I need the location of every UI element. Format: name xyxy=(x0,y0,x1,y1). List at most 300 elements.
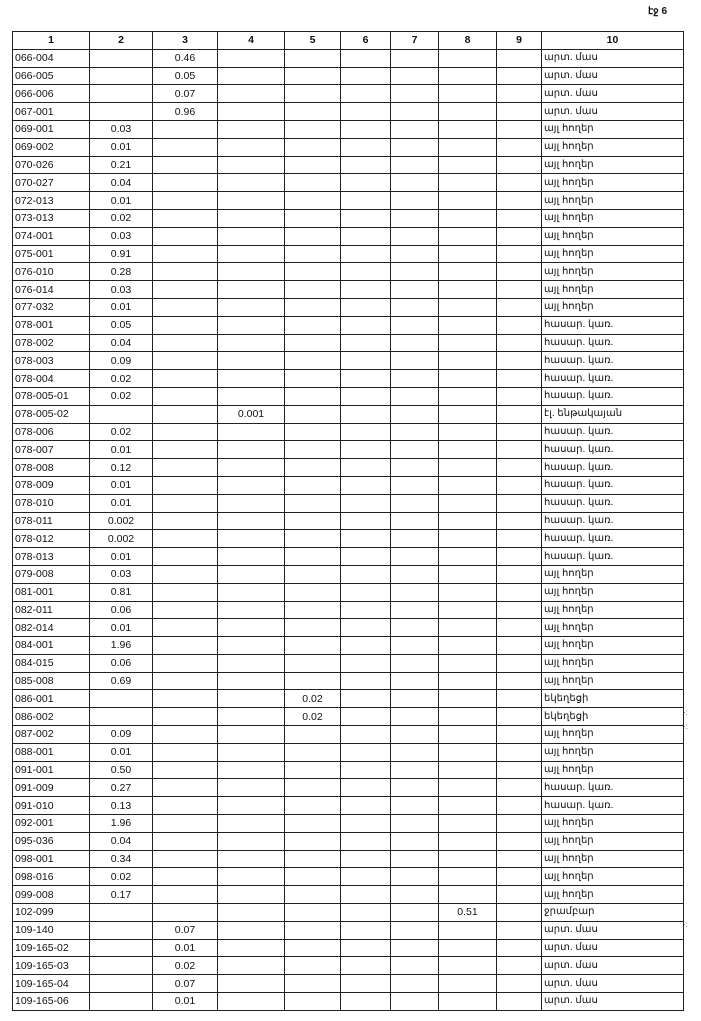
area-cell-col-3 xyxy=(153,815,218,833)
header-col-8: 8 xyxy=(439,32,497,50)
parcel-code-cell: 078-008 xyxy=(13,459,90,477)
area-cell-col-5: 0.02 xyxy=(285,690,341,708)
area-cell-col-2: 0.81 xyxy=(90,583,153,601)
area-cell-col-2: 0.02 xyxy=(90,423,153,441)
land-use-cell: այլ հողեր xyxy=(542,120,684,138)
area-cell-col-9 xyxy=(497,174,542,192)
land-use-cell: հասար. կառ. xyxy=(542,387,684,405)
area-cell-col-7 xyxy=(391,316,439,334)
area-cell-col-9 xyxy=(497,352,542,370)
area-cell-col-7 xyxy=(391,209,439,227)
land-use-cell: հասար. կառ. xyxy=(542,352,684,370)
area-cell-col-7 xyxy=(391,815,439,833)
area-cell-col-6 xyxy=(341,726,391,744)
area-cell-col-7 xyxy=(391,120,439,138)
area-cell-col-8 xyxy=(439,797,497,815)
area-cell-col-4 xyxy=(218,85,285,103)
area-cell-col-7 xyxy=(391,654,439,672)
area-cell-col-8 xyxy=(439,761,497,779)
area-cell-col-3: 0.05 xyxy=(153,67,218,85)
area-cell-col-5 xyxy=(285,530,341,548)
area-cell-col-3 xyxy=(153,850,218,868)
area-cell-col-4 xyxy=(218,850,285,868)
area-cell-col-2: 0.04 xyxy=(90,832,153,850)
area-cell-col-9 xyxy=(497,530,542,548)
parcel-code-cell: 109-165-06 xyxy=(13,993,90,1011)
area-cell-col-2 xyxy=(90,957,153,975)
area-cell-col-4 xyxy=(218,156,285,174)
area-cell-col-7 xyxy=(391,423,439,441)
land-use-cell: արտ. մաս xyxy=(542,993,684,1011)
parcel-code-cell: 085-008 xyxy=(13,672,90,690)
parcel-code-cell: 086-001 xyxy=(13,690,90,708)
parcel-code-cell: 109-140 xyxy=(13,921,90,939)
area-cell-col-9 xyxy=(497,476,542,494)
land-use-cell: հասար. կառ. xyxy=(542,459,684,477)
area-cell-col-4 xyxy=(218,441,285,459)
area-cell-col-2: 0.01 xyxy=(90,138,153,156)
header-col-5: 5 xyxy=(285,32,341,50)
table-row xyxy=(13,619,684,637)
area-cell-col-2 xyxy=(90,939,153,957)
area-cell-col-8 xyxy=(439,975,497,993)
area-cell-col-7 xyxy=(391,975,439,993)
area-cell-col-3 xyxy=(153,743,218,761)
area-cell-col-3 xyxy=(153,209,218,227)
area-cell-col-7 xyxy=(391,138,439,156)
area-cell-col-6 xyxy=(341,227,391,245)
area-cell-col-8 xyxy=(439,192,497,210)
area-cell-col-9 xyxy=(497,797,542,815)
area-cell-col-4 xyxy=(218,334,285,352)
parcel-code-cell: 078-009 xyxy=(13,476,90,494)
parcel-code-cell: 081-001 xyxy=(13,583,90,601)
area-cell-col-7 xyxy=(391,103,439,121)
area-cell-col-9 xyxy=(497,708,542,726)
land-use-cell: հասար. կառ. xyxy=(542,476,684,494)
land-use-cell: հասար. կառ. xyxy=(542,370,684,388)
area-cell-col-6 xyxy=(341,779,391,797)
table-row xyxy=(13,939,684,957)
area-cell-col-4 xyxy=(218,601,285,619)
area-cell-col-5 xyxy=(285,957,341,975)
area-cell-col-2: 0.01 xyxy=(90,441,153,459)
header-col-9: 9 xyxy=(497,32,542,50)
area-cell-col-8 xyxy=(439,583,497,601)
area-cell-col-4 xyxy=(218,476,285,494)
area-cell-col-3: 0.96 xyxy=(153,103,218,121)
table-row xyxy=(13,459,684,477)
area-cell-col-5 xyxy=(285,441,341,459)
table-row xyxy=(13,476,684,494)
area-cell-col-5 xyxy=(285,476,341,494)
area-cell-col-7 xyxy=(391,494,439,512)
area-cell-col-5 xyxy=(285,120,341,138)
area-cell-col-5 xyxy=(285,601,341,619)
table-row xyxy=(13,103,684,121)
area-cell-col-5 xyxy=(285,316,341,334)
area-cell-col-7 xyxy=(391,49,439,67)
area-cell-col-8 xyxy=(439,459,497,477)
header-col-2: 2 xyxy=(90,32,153,50)
area-cell-col-9 xyxy=(497,583,542,601)
area-cell-col-7 xyxy=(391,921,439,939)
parcel-code-cell: 077-032 xyxy=(13,298,90,316)
area-cell-col-6 xyxy=(341,281,391,299)
area-cell-col-3 xyxy=(153,548,218,566)
area-cell-col-8 xyxy=(439,370,497,388)
area-cell-col-8 xyxy=(439,868,497,886)
area-cell-col-9 xyxy=(497,387,542,405)
area-cell-col-7 xyxy=(391,957,439,975)
parcel-code-cell: 070-027 xyxy=(13,174,90,192)
area-cell-col-8 xyxy=(439,476,497,494)
land-use-cell: այլ հողեր xyxy=(542,227,684,245)
table-row xyxy=(13,245,684,263)
area-cell-col-2 xyxy=(90,690,153,708)
area-cell-col-4 xyxy=(218,227,285,245)
area-cell-col-7 xyxy=(391,672,439,690)
area-cell-col-5 xyxy=(285,103,341,121)
land-use-cell: այլ հողեր xyxy=(542,654,684,672)
area-cell-col-6 xyxy=(341,316,391,334)
area-cell-col-7 xyxy=(391,281,439,299)
area-cell-col-4 xyxy=(218,512,285,530)
area-cell-col-3 xyxy=(153,263,218,281)
area-cell-col-7 xyxy=(391,352,439,370)
area-cell-col-5 xyxy=(285,85,341,103)
parcel-code-cell: 066-006 xyxy=(13,85,90,103)
area-cell-col-2: 0.50 xyxy=(90,761,153,779)
area-cell-col-8 xyxy=(439,512,497,530)
area-cell-col-5 xyxy=(285,654,341,672)
area-cell-col-6 xyxy=(341,352,391,370)
area-cell-col-4 xyxy=(218,316,285,334)
table-row xyxy=(13,263,684,281)
parcel-code-cell: 076-014 xyxy=(13,281,90,299)
land-use-cell: հասար. կառ. xyxy=(542,797,684,815)
table-row xyxy=(13,67,684,85)
table-row xyxy=(13,370,684,388)
area-cell-col-9 xyxy=(497,370,542,388)
area-cell-col-9 xyxy=(497,49,542,67)
area-cell-col-2: 0.03 xyxy=(90,227,153,245)
area-cell-col-4 xyxy=(218,209,285,227)
area-cell-col-3 xyxy=(153,192,218,210)
area-cell-col-7 xyxy=(391,743,439,761)
area-cell-col-9 xyxy=(497,779,542,797)
area-cell-col-6 xyxy=(341,743,391,761)
area-cell-col-3 xyxy=(153,690,218,708)
area-cell-col-7 xyxy=(391,263,439,281)
area-cell-col-9 xyxy=(497,192,542,210)
land-use-cell: ջրամբար xyxy=(542,904,684,922)
area-cell-col-2: 0.34 xyxy=(90,850,153,868)
area-cell-col-8 xyxy=(439,67,497,85)
area-cell-col-9 xyxy=(497,743,542,761)
area-cell-col-3 xyxy=(153,886,218,904)
table-row xyxy=(13,120,684,138)
parcel-code-cell: 109-165-04 xyxy=(13,975,90,993)
area-cell-col-9 xyxy=(497,103,542,121)
parcel-code-cell: 075-001 xyxy=(13,245,90,263)
table-row xyxy=(13,654,684,672)
land-use-cell: հասար. կառ. xyxy=(542,316,684,334)
area-cell-col-6 xyxy=(341,459,391,477)
parcel-code-cell: 084-001 xyxy=(13,637,90,655)
area-cell-col-3 xyxy=(153,138,218,156)
area-cell-col-5: 0.02 xyxy=(285,708,341,726)
parcel-code-cell: 078-011 xyxy=(13,512,90,530)
area-cell-col-3 xyxy=(153,565,218,583)
table-row xyxy=(13,565,684,583)
area-cell-col-3 xyxy=(153,245,218,263)
parcel-code-cell: 087-002 xyxy=(13,726,90,744)
area-cell-col-7 xyxy=(391,601,439,619)
area-cell-col-9 xyxy=(497,334,542,352)
area-cell-col-5 xyxy=(285,209,341,227)
area-cell-col-5 xyxy=(285,548,341,566)
area-cell-col-3: 0.07 xyxy=(153,921,218,939)
land-use-cell: այլ հողեր xyxy=(542,726,684,744)
table-row xyxy=(13,690,684,708)
parcel-code-cell: 088-001 xyxy=(13,743,90,761)
area-cell-col-2: 0.03 xyxy=(90,565,153,583)
area-cell-col-3 xyxy=(153,298,218,316)
table-row xyxy=(13,726,684,744)
area-cell-col-6 xyxy=(341,690,391,708)
area-cell-col-9 xyxy=(497,441,542,459)
area-cell-col-9 xyxy=(497,120,542,138)
land-use-cell: արտ. մաս xyxy=(542,49,684,67)
area-cell-col-6 xyxy=(341,797,391,815)
parcel-code-cell: 070-026 xyxy=(13,156,90,174)
parcel-code-cell: 078-005-02 xyxy=(13,405,90,423)
area-cell-col-7 xyxy=(391,387,439,405)
area-cell-col-6 xyxy=(341,423,391,441)
area-cell-col-8 xyxy=(439,832,497,850)
area-cell-col-9 xyxy=(497,654,542,672)
area-cell-col-3 xyxy=(153,387,218,405)
land-use-cell: այլ հողեր xyxy=(542,832,684,850)
land-use-cell: այլ հողեր xyxy=(542,886,684,904)
table-row xyxy=(13,352,684,370)
area-cell-col-3: 0.07 xyxy=(153,85,218,103)
area-cell-col-4 xyxy=(218,761,285,779)
area-cell-col-6 xyxy=(341,174,391,192)
table-row xyxy=(13,708,684,726)
area-cell-col-3 xyxy=(153,797,218,815)
area-cell-col-8 xyxy=(439,387,497,405)
area-cell-col-9 xyxy=(497,245,542,263)
area-cell-col-7 xyxy=(391,459,439,477)
area-cell-col-3 xyxy=(153,281,218,299)
area-cell-col-9 xyxy=(497,850,542,868)
area-cell-col-5 xyxy=(285,797,341,815)
table-row xyxy=(13,779,684,797)
area-cell-col-6 xyxy=(341,619,391,637)
area-cell-col-5 xyxy=(285,459,341,477)
area-cell-col-3 xyxy=(153,779,218,797)
table-row xyxy=(13,761,684,779)
area-cell-col-2 xyxy=(90,921,153,939)
area-cell-col-5 xyxy=(285,975,341,993)
area-cell-col-8 xyxy=(439,779,497,797)
land-use-cell: արտ. մաս xyxy=(542,921,684,939)
area-cell-col-6 xyxy=(341,975,391,993)
area-cell-col-8 xyxy=(439,316,497,334)
area-cell-col-2: 0.05 xyxy=(90,316,153,334)
area-cell-col-5 xyxy=(285,423,341,441)
area-cell-col-7 xyxy=(391,690,439,708)
area-cell-col-2: 0.91 xyxy=(90,245,153,263)
area-cell-col-6 xyxy=(341,939,391,957)
area-cell-col-5 xyxy=(285,886,341,904)
area-cell-col-6 xyxy=(341,405,391,423)
area-cell-col-8 xyxy=(439,405,497,423)
area-cell-col-7 xyxy=(391,156,439,174)
area-cell-col-2: 0.02 xyxy=(90,868,153,886)
parcel-code-cell: 084-015 xyxy=(13,654,90,672)
header-col-6: 6 xyxy=(341,32,391,50)
area-cell-col-9 xyxy=(497,263,542,281)
area-cell-col-5 xyxy=(285,832,341,850)
area-cell-col-7 xyxy=(391,993,439,1011)
land-use-cell: այլ հողեր xyxy=(542,619,684,637)
area-cell-col-5 xyxy=(285,565,341,583)
area-cell-col-8 xyxy=(439,637,497,655)
area-cell-col-7 xyxy=(391,227,439,245)
area-cell-col-8 xyxy=(439,726,497,744)
area-cell-col-5 xyxy=(285,405,341,423)
area-cell-col-9 xyxy=(497,832,542,850)
area-cell-col-3 xyxy=(153,530,218,548)
area-cell-col-8 xyxy=(439,227,497,245)
area-cell-col-5 xyxy=(285,512,341,530)
area-cell-col-9 xyxy=(497,761,542,779)
area-cell-col-4 xyxy=(218,904,285,922)
area-cell-col-4: 0.001 xyxy=(218,405,285,423)
area-cell-col-4 xyxy=(218,619,285,637)
land-use-cell: այլ հողեր xyxy=(542,583,684,601)
area-cell-col-6 xyxy=(341,868,391,886)
area-cell-col-8 xyxy=(439,209,497,227)
parcel-code-cell: 072-013 xyxy=(13,192,90,210)
land-parcel-table xyxy=(12,31,684,1011)
area-cell-col-5 xyxy=(285,868,341,886)
area-cell-col-5 xyxy=(285,387,341,405)
area-cell-col-9 xyxy=(497,138,542,156)
land-use-cell: այլ հողեր xyxy=(542,868,684,886)
area-cell-col-9 xyxy=(497,209,542,227)
area-cell-col-3 xyxy=(153,868,218,886)
parcel-code-cell: 099-008 xyxy=(13,886,90,904)
area-cell-col-9 xyxy=(497,423,542,441)
parcel-code-cell: 078-007 xyxy=(13,441,90,459)
area-cell-col-3 xyxy=(153,761,218,779)
area-cell-col-6 xyxy=(341,672,391,690)
area-cell-col-9 xyxy=(497,227,542,245)
table-row xyxy=(13,316,684,334)
area-cell-col-8 xyxy=(439,530,497,548)
area-cell-col-9 xyxy=(497,619,542,637)
parcel-code-cell: 082-011 xyxy=(13,601,90,619)
land-use-cell: արտ. մաս xyxy=(542,975,684,993)
parcel-code-cell: 098-001 xyxy=(13,850,90,868)
land-use-cell: հասար. կառ. xyxy=(542,494,684,512)
area-cell-col-4 xyxy=(218,726,285,744)
area-cell-col-2: 0.01 xyxy=(90,548,153,566)
area-cell-col-7 xyxy=(391,797,439,815)
area-cell-col-8 xyxy=(439,993,497,1011)
area-cell-col-3 xyxy=(153,832,218,850)
area-cell-col-6 xyxy=(341,815,391,833)
area-cell-col-3 xyxy=(153,423,218,441)
area-cell-col-8 xyxy=(439,352,497,370)
area-cell-col-7 xyxy=(391,886,439,904)
land-use-cell: հասար. կառ. xyxy=(542,779,684,797)
area-cell-col-4 xyxy=(218,138,285,156)
parcel-code-cell: 109-165-03 xyxy=(13,957,90,975)
area-cell-col-5 xyxy=(285,67,341,85)
area-cell-col-7 xyxy=(391,619,439,637)
area-cell-col-6 xyxy=(341,334,391,352)
area-cell-col-7 xyxy=(391,405,439,423)
area-cell-col-9 xyxy=(497,672,542,690)
area-cell-col-5 xyxy=(285,174,341,192)
area-cell-col-2: 1.96 xyxy=(90,637,153,655)
land-use-cell: այլ հողեր xyxy=(542,850,684,868)
area-cell-col-6 xyxy=(341,654,391,672)
area-cell-col-5 xyxy=(285,583,341,601)
area-cell-col-9 xyxy=(497,993,542,1011)
table-row xyxy=(13,174,684,192)
area-cell-col-7 xyxy=(391,476,439,494)
area-cell-col-7 xyxy=(391,85,439,103)
area-cell-col-4 xyxy=(218,352,285,370)
area-cell-col-8 xyxy=(439,619,497,637)
parcel-code-cell: 069-002 xyxy=(13,138,90,156)
area-cell-col-7 xyxy=(391,583,439,601)
land-use-cell: այլ հողեր xyxy=(542,637,684,655)
area-cell-col-2: 0.28 xyxy=(90,263,153,281)
area-cell-col-5 xyxy=(285,334,341,352)
area-cell-col-4 xyxy=(218,103,285,121)
area-cell-col-4 xyxy=(218,886,285,904)
table-row xyxy=(13,850,684,868)
area-cell-col-7 xyxy=(391,832,439,850)
area-cell-col-6 xyxy=(341,583,391,601)
area-cell-col-6 xyxy=(341,370,391,388)
parcel-code-cell: 086-002 xyxy=(13,708,90,726)
parcel-code-cell: 069-001 xyxy=(13,120,90,138)
area-cell-col-3 xyxy=(153,904,218,922)
area-cell-col-8 xyxy=(439,654,497,672)
parcel-code-cell: 095-036 xyxy=(13,832,90,850)
area-cell-col-8 xyxy=(439,957,497,975)
area-cell-col-9 xyxy=(497,67,542,85)
area-cell-col-5 xyxy=(285,637,341,655)
table-row xyxy=(13,548,684,566)
area-cell-col-2: 0.04 xyxy=(90,174,153,192)
table-row xyxy=(13,868,684,886)
area-cell-col-4 xyxy=(218,779,285,797)
area-cell-col-2: 0.09 xyxy=(90,726,153,744)
land-use-cell: արտ. մաս xyxy=(542,939,684,957)
area-cell-col-9 xyxy=(497,459,542,477)
land-use-cell: այլ հողեր xyxy=(542,743,684,761)
area-cell-col-5 xyxy=(285,761,341,779)
